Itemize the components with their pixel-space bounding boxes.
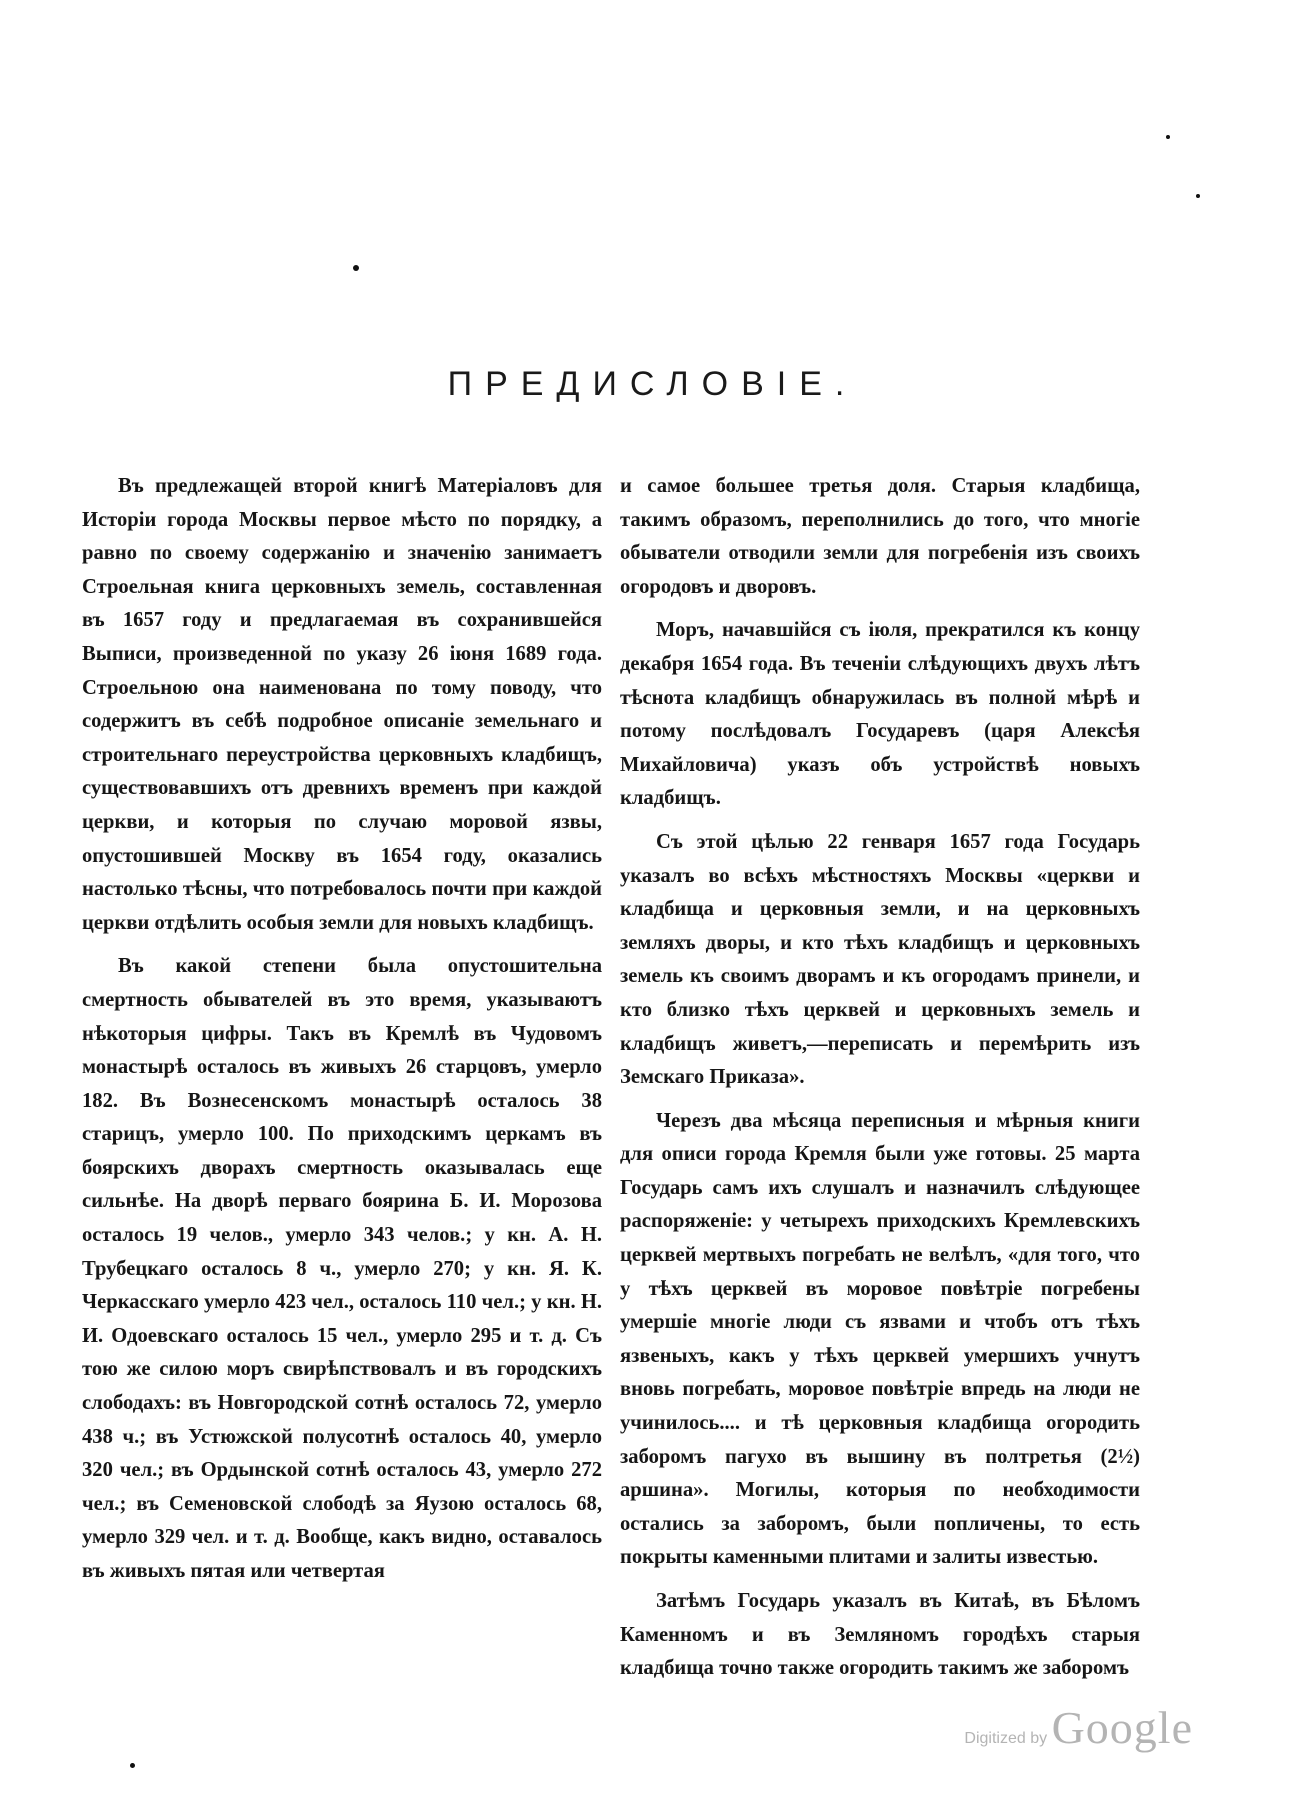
digitized-watermark — [964, 1701, 1193, 1754]
scan-speck — [353, 265, 359, 271]
left-text-column — [82, 470, 602, 1599]
scan-speck — [1196, 194, 1200, 198]
paragraph: Затѣмъ Государь указалъ въ Китаѣ, въ Бѣломъ Каменномъ и въ Земляномъ городѣхъ старыя кладбища точно также огородить такимъ же заборомъ — [620, 1590, 1140, 1680]
paragraph: Черезъ два мѣсяца переписныя и мѣрныя книги для описи города Кремля были уже готовы. 25 марта Государь самъ ихъ слушалъ и назначилъ слѣдующее распоряженіе: у четырехъ приходскихъ Кремлевскихъ церквей мертвыхъ погребать не велѣлъ, «для того, что у тѣхъ церквей въ моровое повѣтріе погребены умершіе многіе люди съ язвами и чтобъ отъ тѣхъ язвеныхъ, какъ у тѣхъ церквей умершихъ учнутъ вновь погребать, моровое повѣтріе впредь на люди не учинилось.... и тѣ церковныя кладбища огородить заборомъ пагухо въ вышину въ полтретья (2½) аршина». Могилы, которыя по необходимости остались за заборомъ, были попличены, то есть покрыты каменными плитами и залиты известью. — [620, 1109, 1140, 1569]
watermark-prefix: Digitized by — [964, 1730, 1048, 1747]
google-logo: Google — [1051, 1702, 1193, 1753]
right-text-column — [620, 470, 1140, 1696]
scan-speck — [130, 1763, 135, 1768]
paragraph: и самое большее третья доля. Старыя кладбища, такимъ образомъ, переполнились до того, что многіе обыватели отводили земли для погребенія изъ своихъ огородовъ и дворовъ. — [620, 475, 1140, 598]
paragraph: Въ какой степени была опустошительна смертность обывателей въ это время, указываютъ нѣкоторыя цифры. Такъ въ Кремлѣ въ Чудовомъ монастырѣ осталось въ живыхъ 26 старцовъ, умерло 182. Въ Вознесенскомъ монастырѣ осталось 38 старицъ, умерло 100. По приходскимъ церкамъ въ боярскихъ дворахъ смертность оказывалась еще сильнѣе. На дворѣ перваго боярина Б. И. Морозова осталось 19 челов., умерло 343 челов.; у кн. А. Н. Трубецкаго осталось 8 ч., умерло 270; у кн. Я. К. Черкасскаго умерло 423 чел., осталось 110 чел.; у кн. Н. И. Одоевскаго осталось 15 чел., умерло 295 и т. д. Съ тою же силою моръ свирѣпствовалъ и въ городскихъ слободахъ: въ Новгородской сотнѣ осталось 72, умерло 438 ч.; въ Устюжской полусотнѣ осталось 40, умерло 320 чел.; въ Ордынской сотнѣ осталось 43, умерло 272 чел.; въ Семеновской слободѣ за Яузою осталось 68, умерло 329 чел. и т. д. Вообще, какъ видно, оставалось въ живыхъ пятая или четвертая — [82, 955, 602, 1582]
scan-speck — [1166, 135, 1170, 139]
paragraph: Моръ, начавшійся съ іюля, прекратился къ концу декабря 1654 года. Въ теченіи слѣдующихъ двухъ лѣтъ тѣснота кладбищъ обнаружилась въ полной мѣрѣ и потому послѣдовалъ Государевъ (царя Алексѣя Михайловича) указъ объ устройствѣ новыхъ кладбищъ. — [620, 619, 1140, 810]
page-title: ПРЕДИСЛОВIЕ. — [447, 365, 858, 403]
paragraph: Съ этой цѣлью 22 генваря 1657 года Государь указалъ во всѣхъ мѣстностяхъ Москвы «церкви и кладбища и церковныя земли, и на церковныхъ земляхъ дворы, и кто тѣхъ кладбищъ и церковныхъ земель къ своимъ дворамъ и къ огородамъ принели, и кто близко тѣхъ церквей и церковныхъ земель и кладбищъ живетъ,—переписать и перемѣрить изъ Земскаго Приказа». — [620, 830, 1140, 1089]
paragraph: Въ предлежащей второй книгѣ Матеріаловъ для Исторіи города Москвы первое мѣсто по порядку, а равно по своему содержанію и значенію занимаетъ Строельная книга церковныхъ земель, составленная въ 1657 году и предлагаемая въ сохранившейся Выписи, произведенной по указу 26 іюня 1689 года. Строельною она наименована по тому поводу, что содержитъ въ себѣ подробное описаніе земельнаго и строительнаго переустройства церковныхъ кладбищъ, существовавшихъ отъ древнихъ временъ при каждой церкви, и которыя по случаю моровой язвы, опустошившей Москву въ 1654 году, оказались настолько тѣсны, что потребовалось почти при каждой церкви отдѣлить особыя земли для новыхъ кладбищъ. — [82, 475, 602, 934]
